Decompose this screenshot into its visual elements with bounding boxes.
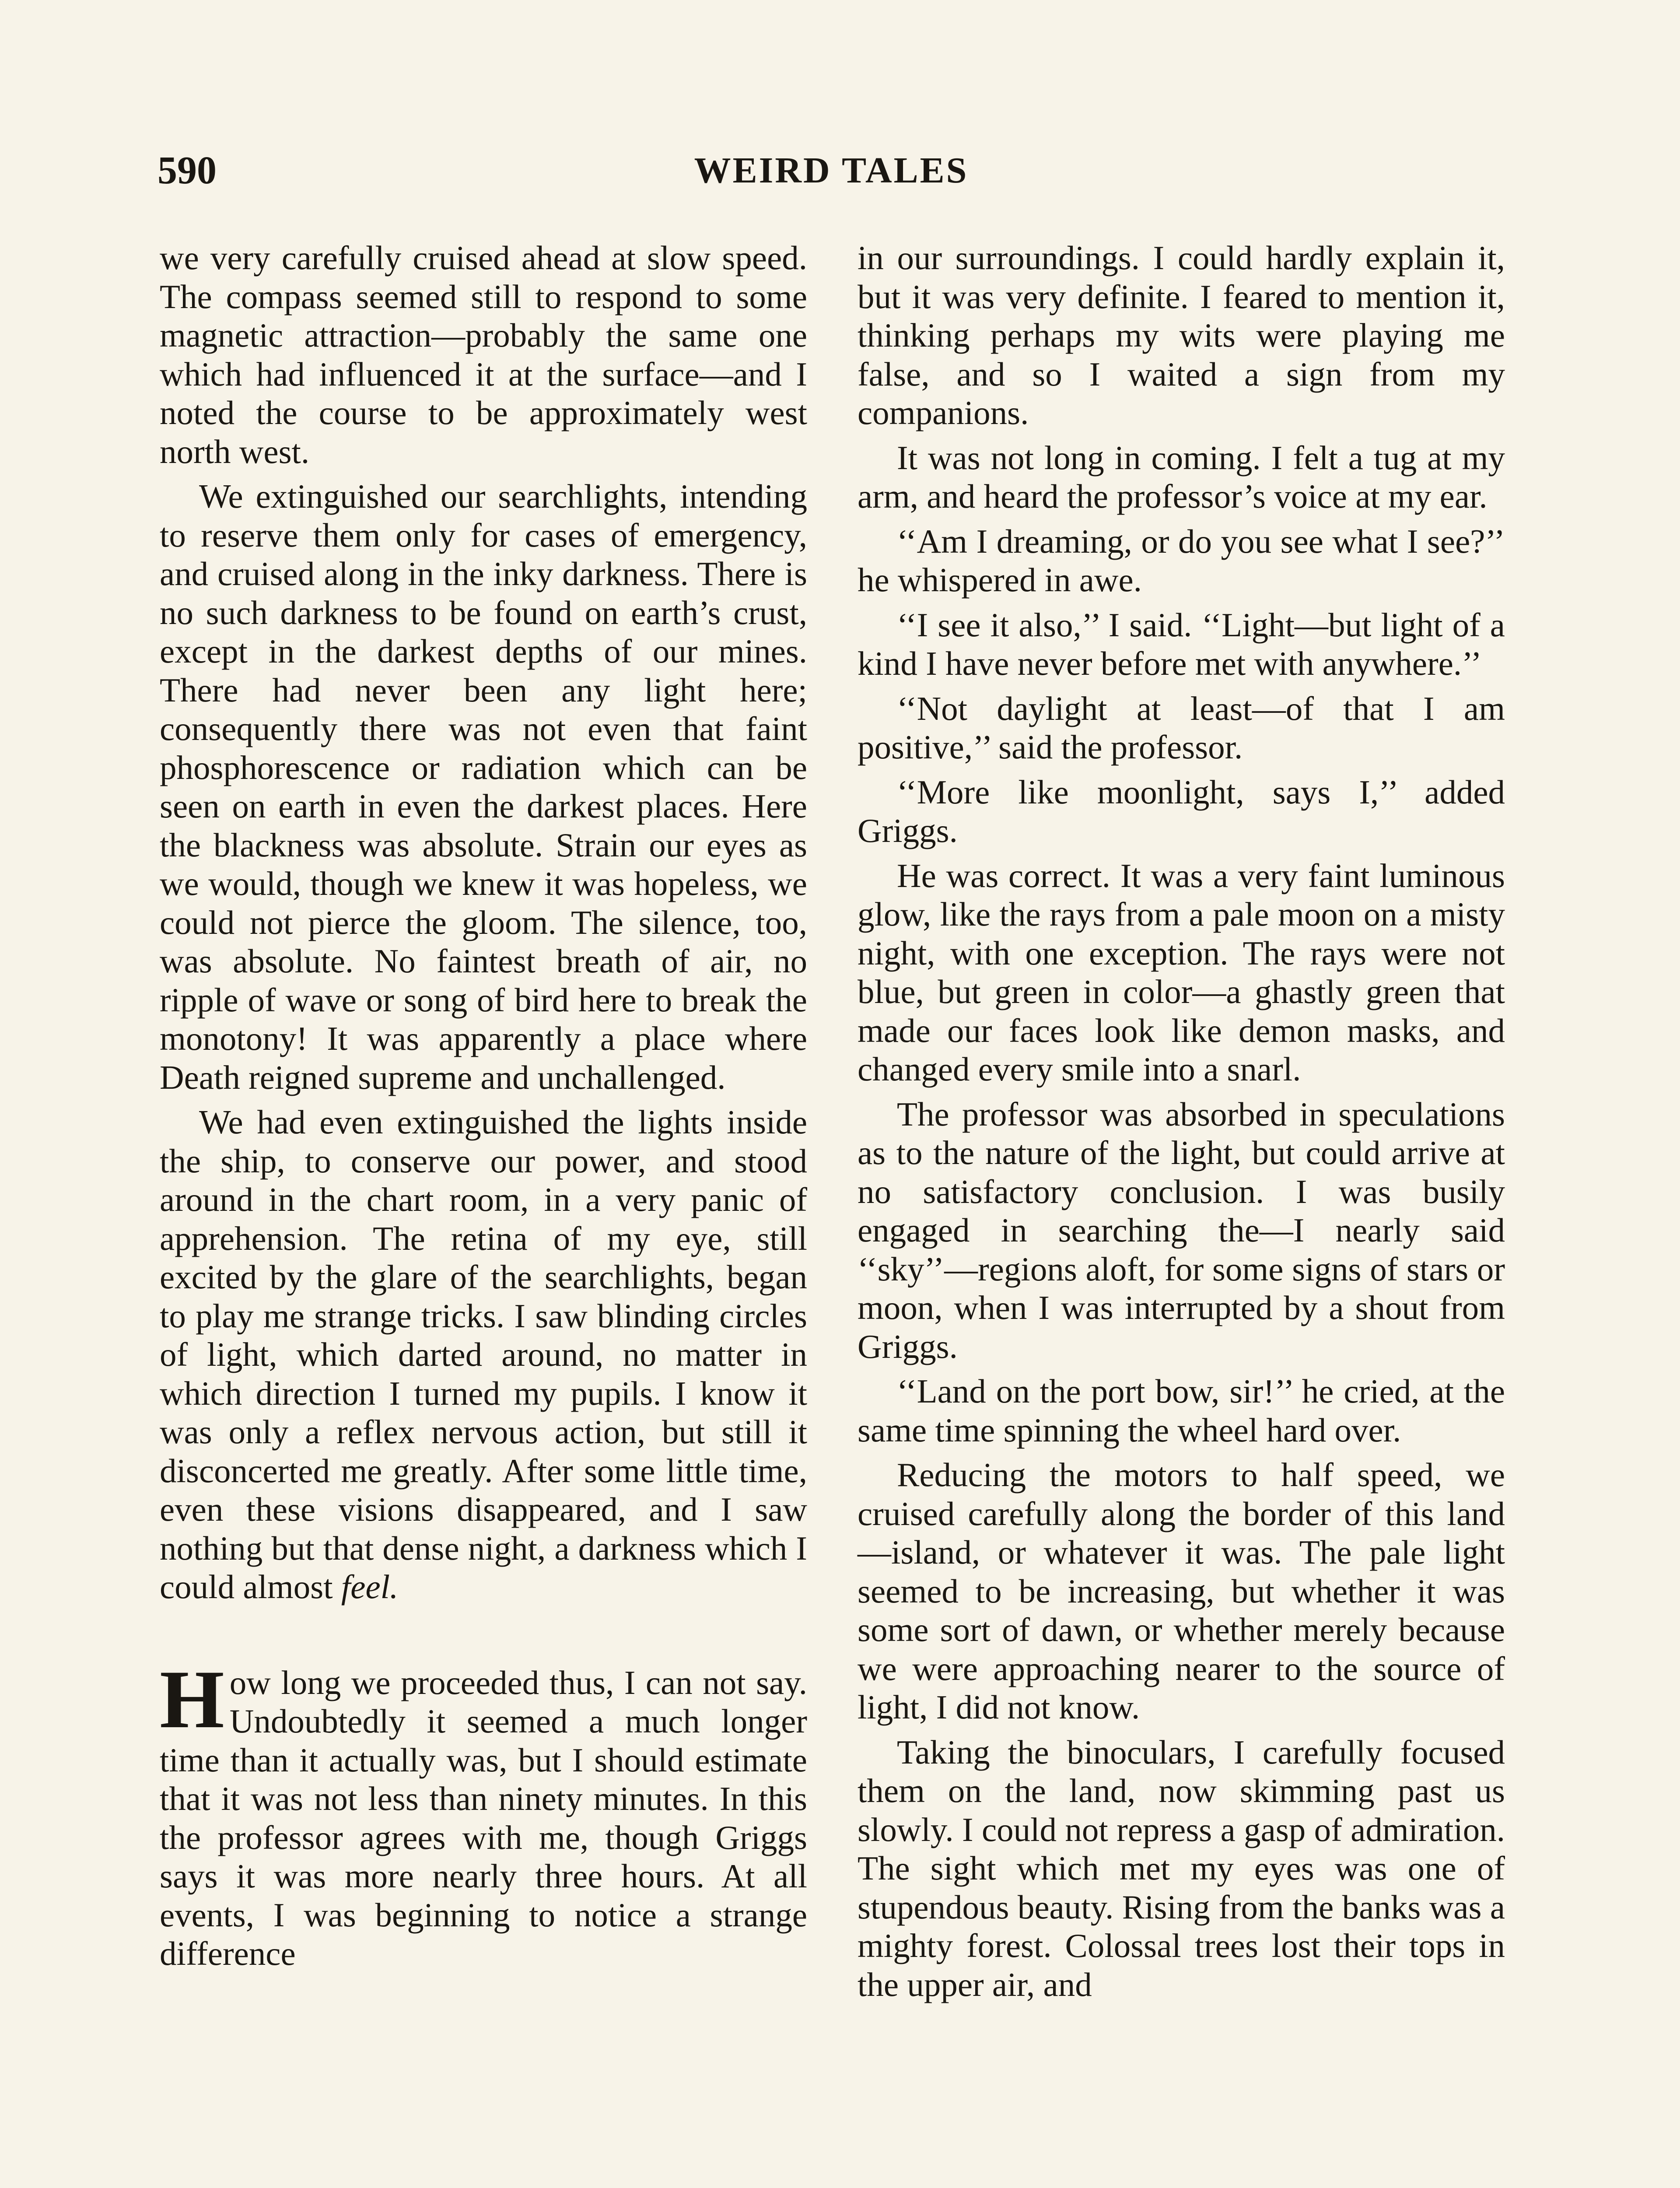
paragraph: ‘‘Not daylight at least—of that I am positive,’’ said the professor.: [858, 689, 1505, 766]
paragraph: we very carefully cruised ahead at slow speed. The compass seemed still to respond to some magnetic attraction—probably the same one which had influenced it at the surface—and I noted the course to be approximately west north west.: [160, 239, 807, 470]
paragraph: It was not long in coming. I felt a tug at my arm, and heard the professor’s voice at my ear.: [858, 438, 1505, 515]
left-column: [160, 238, 807, 1979]
paragraph: [160, 1103, 807, 1606]
paragraph-text: We had even extinguished the lights inside the ship, to conserve our power, and stood around in the chart room, in a very panic of apprehension. The retina of my eye, still excited by the glare of the searchlights, began to play me strange tricks. I saw blinding circles of light, which darted around, no matter in which direction I turned my pupils. I know it was only a reflex nervous action, but still it disconcerted me greatly. After some little time, even these visions disappeared, and I saw nothing but that dense night, a darkness which I could almost: [160, 1103, 807, 1606]
emphasis-text: feel.: [341, 1568, 399, 1606]
page-header: [158, 144, 1505, 197]
paragraph: He was correct. It was a very faint luminous glow, like the rays from a pale moon on a misty night, with one exception. The rays were not blue, but green in color—a ghastly green that made our faces look like demon masks, and changed every smile into a snarl.: [858, 856, 1505, 1088]
paragraph: Reducing the motors to half speed, we cruised carefully along the border of this land—island, or whatever it was. The pale light seemed to be increasing, but whether it was some sort of dawn, or whether merely because we were approaching nearer to the source of light, I did not know.: [858, 1456, 1505, 1726]
page-number: 590: [158, 149, 217, 192]
paragraph: We extinguished our searchlights, intending to reserve them only for cases of emergency, and cruised along in the inky darkness. There is no such darkness to be found on earth’s crust, except in the darkest depths of our mines. There had never been any light here; consequently there was not even that faint phosphorescence or radiation which can be seen on earth in even the darkest places. Here the blackness was absolute. Strain our eyes as we would, though we knew it was hopeless, we could not pierce the gloom. The silence, too, was absolute. No faintest breath of air, no ripple of wave or song of bird here to break the monotony! It was apparently a place where Death reigned supreme and unchallenged.: [160, 477, 807, 1096]
paragraph: in our surroundings. I could hardly explain it, but it was very definite. I feared to mention it, thinking perhaps my wits were playing me false, and so I waited a sign from my companions.: [858, 239, 1505, 431]
paragraph: ‘‘Am I dreaming, or do you see what I see?’’ he whispered in awe.: [858, 522, 1505, 599]
paragraph: ‘‘Land on the port bow, sir!’’ he cried, at the same time spinning the wheel hard over.: [858, 1372, 1505, 1449]
paragraph: ‘‘More like moonlight, says I,’’ added Griggs.: [858, 773, 1505, 849]
section-start-paragraph: [160, 1653, 807, 1973]
drop-cap: H: [160, 1653, 224, 1746]
right-column: [858, 238, 1505, 2010]
paragraph: ‘‘I see it also,’’ I said. ‘‘Light—but light of a kind I have never before met with anywhere.’’: [858, 606, 1505, 682]
paragraph-text: ow long we proceeded thus, I can not say. Undoubtedly it seemed a much longer time than it actually was, but I should estimate that it was not less than ninety minutes. In this the professor agrees with me, though Griggs says it was more nearly three hours. At all events, I was beginning to notice a strange difference: [160, 1663, 807, 1972]
paragraph: Taking the binoculars, I carefully focused them on the land, now skimming past us slowly. I could not repress a gasp of admiration. The sight which met my eyes was one of stupendous beauty. Rising from the banks was a mighty forest. Colossal trees lost their tops in the upper air, and: [858, 1733, 1505, 2003]
paragraph: The professor was absorbed in speculations as to the nature of the light, but could arrive at no satisfactory conclusion. I was busily engaged in searching the—I nearly said ‘‘sky’’—regions aloft, for some signs of stars or moon, when I was interrupted by a shout from Griggs.: [858, 1095, 1505, 1365]
running-title: WEIRD TALES: [694, 150, 969, 191]
